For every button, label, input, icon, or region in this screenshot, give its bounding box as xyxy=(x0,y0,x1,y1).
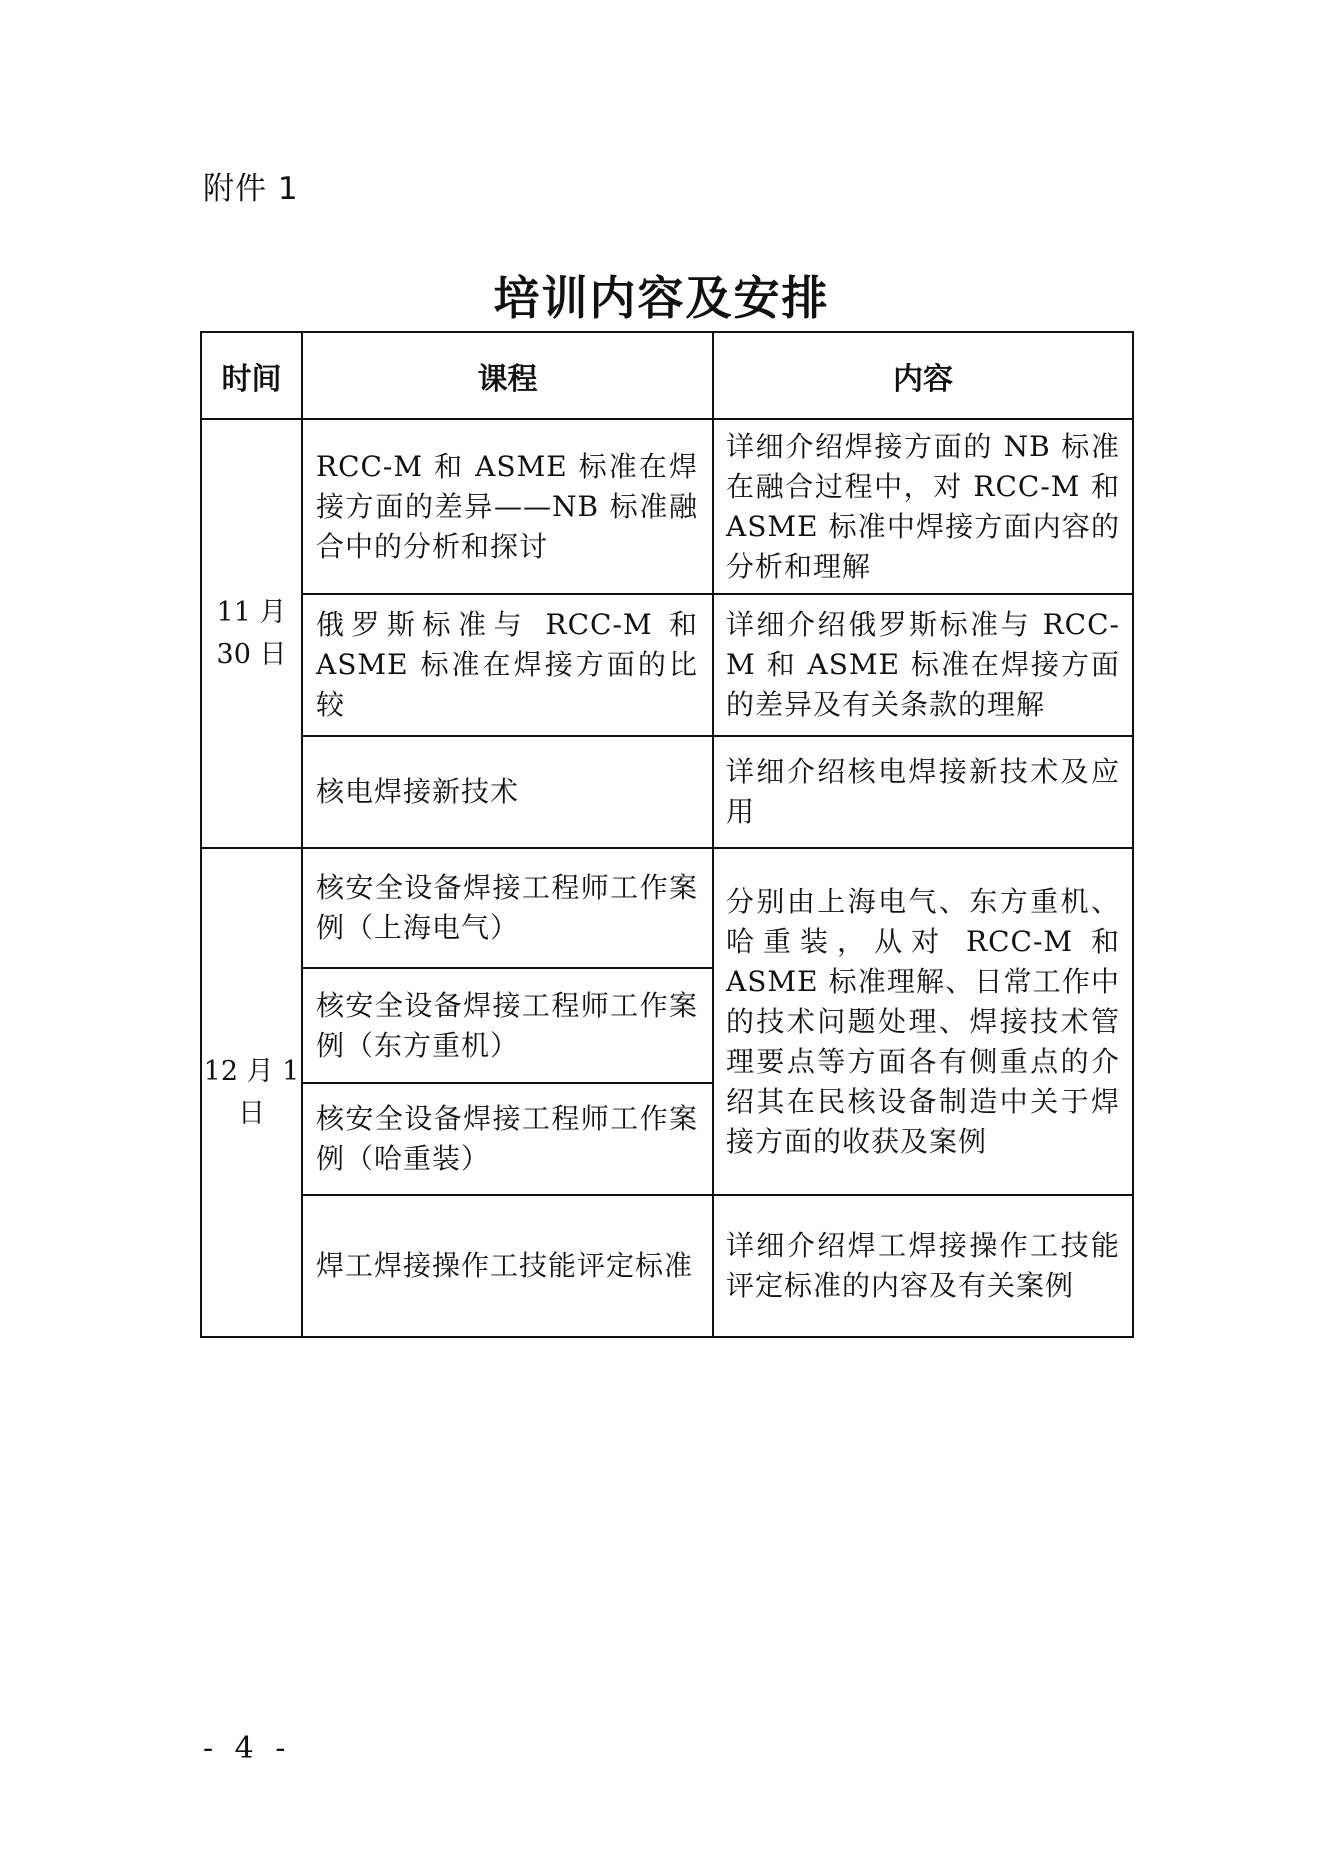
course-cell: 俄罗斯标准与 RCC-M 和 ASME 标准在焊接方面的比较 xyxy=(302,594,713,736)
content-cell: 详细介绍核电焊接新技术及应用 xyxy=(713,736,1133,848)
attachment-label: 附件 1 xyxy=(203,171,299,207)
table-row xyxy=(201,419,1133,594)
course-cell: RCC-M 和 ASME 标准在焊接方面的差异——NB 标准融合中的分析和探讨 xyxy=(302,419,713,594)
course-cell: 核安全设备焊接工程师工作案例（哈重装） xyxy=(302,1083,713,1195)
header-course: 课程 xyxy=(302,332,713,419)
date-cell-day2: 12 月 1 日 xyxy=(201,848,302,1337)
table-row xyxy=(201,736,1133,848)
content-cell-merged: 分别由上海电气、东方重机、哈重装，从对 RCC-M 和 ASME 标准理解、日常工作中的技术问题处理、焊接技术管理要点等方面各有侧重点的介绍其在民核设备制造中关于焊接方面的收获及案例 xyxy=(713,848,1133,1195)
content-cell: 详细介绍焊工焊接操作工技能评定标准的内容及有关案例 xyxy=(713,1195,1133,1337)
table-row xyxy=(201,1195,1133,1337)
page-number: - 4 - xyxy=(203,1731,292,1766)
content-cell: 详细介绍俄罗斯标准与 RCC-M 和 ASME 标准在焊接方面的差异及有关条款的理解 xyxy=(713,594,1133,736)
table-row xyxy=(201,848,1133,968)
course-cell: 焊工焊接操作工技能评定标准 xyxy=(302,1195,713,1337)
document-title: 培训内容及安排 xyxy=(493,271,830,325)
content-cell: 详细介绍焊接方面的 NB 标准在融合过程中，对 RCC-M 和 ASME 标准中焊接方面内容的分析和理解 xyxy=(713,419,1133,594)
schedule-table xyxy=(200,331,1134,1338)
course-cell: 核安全设备焊接工程师工作案例（上海电气） xyxy=(302,848,713,968)
header-content: 内容 xyxy=(713,332,1133,419)
course-cell: 核电焊接新技术 xyxy=(302,736,713,848)
course-cell: 核安全设备焊接工程师工作案例（东方重机） xyxy=(302,968,713,1083)
date-cell-day1: 11 月 30 日 xyxy=(201,419,302,848)
table-row xyxy=(201,594,1133,736)
header-time: 时间 xyxy=(201,332,302,419)
table-header-row xyxy=(201,332,1133,419)
